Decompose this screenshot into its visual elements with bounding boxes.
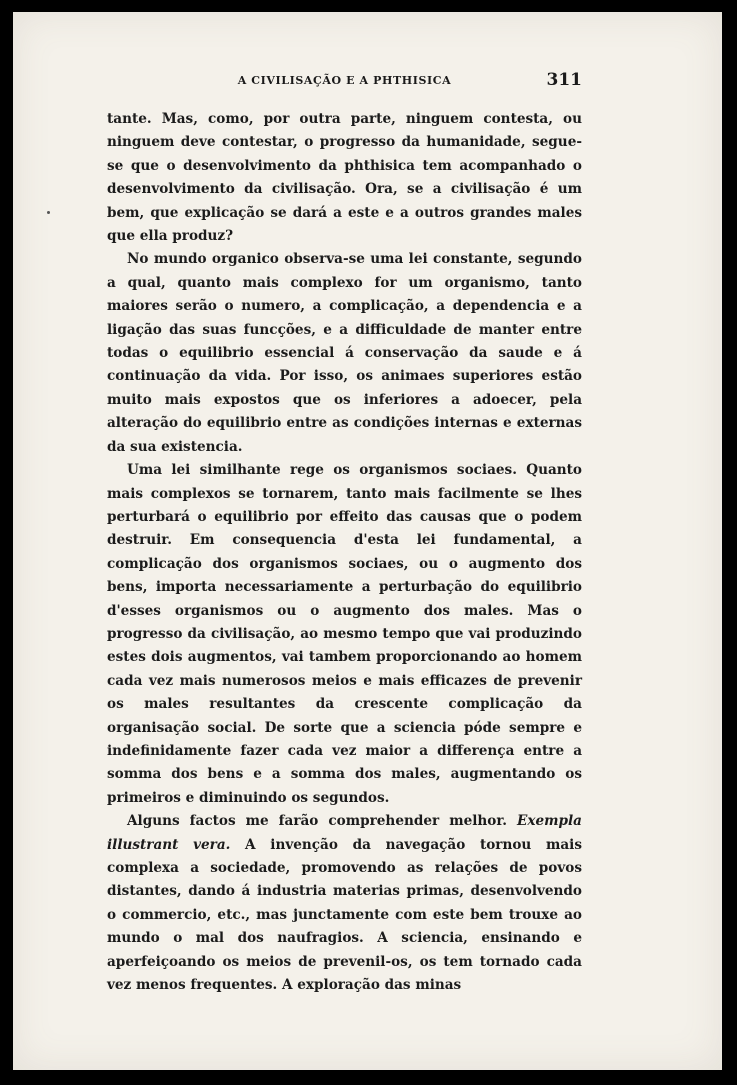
- running-title: A CIVILISAÇÃO E A PHTHISICA: [237, 74, 452, 87]
- running-header: [107, 70, 582, 94]
- margin-speck: [47, 211, 50, 214]
- paragraph-1: tante. Mas, como, por outra parte, ninguem contesta, ou ninguem deve contestar, o progresso da humanidade, segue-se que o desenvolvimento da phthisica tem acompanhado o desenvolvimento da civilisação. Ora, se a civilisação é um bem, que explicação se dará a este e a outros grandes males que ella produz?: [107, 111, 582, 245]
- paragraph-4-rest: A invenção da navegação tornou mais complexa a sociedade, promovendo as relações de povos distantes, dando á industria materias primas, desenvolvendo o commercio, etc., mas junctamente com este bem trouxe ao mundo o mal dos naufragios. A sciencia, ensinando e aperfeiçoando os meios de prevenil-os, os tem tornado cada vez menos frequentes. A exploração das minas: [107, 836, 582, 994]
- paragraph-4: [107, 810, 582, 997]
- latin-quote: Exempla illustrant vera.: [107, 813, 582, 853]
- paragraph-4-lead: Alguns factos me farão comprehender melhor.: [127, 813, 518, 830]
- body-text: [107, 108, 582, 997]
- paragraph-2: No mundo organico observa-se uma lei constante, segundo a qual, quanto mais complexo for um organismo, tanto maiores serão o numero, a complicação, a dependencia e a ligação das suas funcções, e a difficuldade de manter entre todas o equilibrio essencial á conservação da saude e á continuação da vida. Por isso, os animaes superiores estão muito mais expostos que os inferiores a adoecer, pela alteração do equilibrio entre as condições internas e externas da sua existencia.: [107, 251, 582, 455]
- paragraph-3: Uma lei similhante rege os organismos sociaes. Quanto mais complexos se tornarem, tanto mais facilmente se lhes perturbará o equilibrio por effeito das causas que o podem destruir. Em consequencia d'esta lei fundamental, a complicação dos organismos sociaes, ou o augmento dos bens, importa necessariamente a perturbação do equilibrio d'esses organismos ou o augmento dos males. Mas o progresso da civilisação, ao mesmo tempo que vai produzindo estes dois augmentos, vai tambem proporcionando ao homem cada vez mais numerosos meios e mais efficazes de prevenir os males resultantes da crescente complicação da organisação social. De sorte que a sciencia póde sempre e indefinidamente fazer cada vez maior a differença entre a somma dos bens e a somma dos males, augmentando os primeiros e diminuindo os segundos.: [107, 462, 582, 806]
- page-number: 311: [546, 70, 582, 90]
